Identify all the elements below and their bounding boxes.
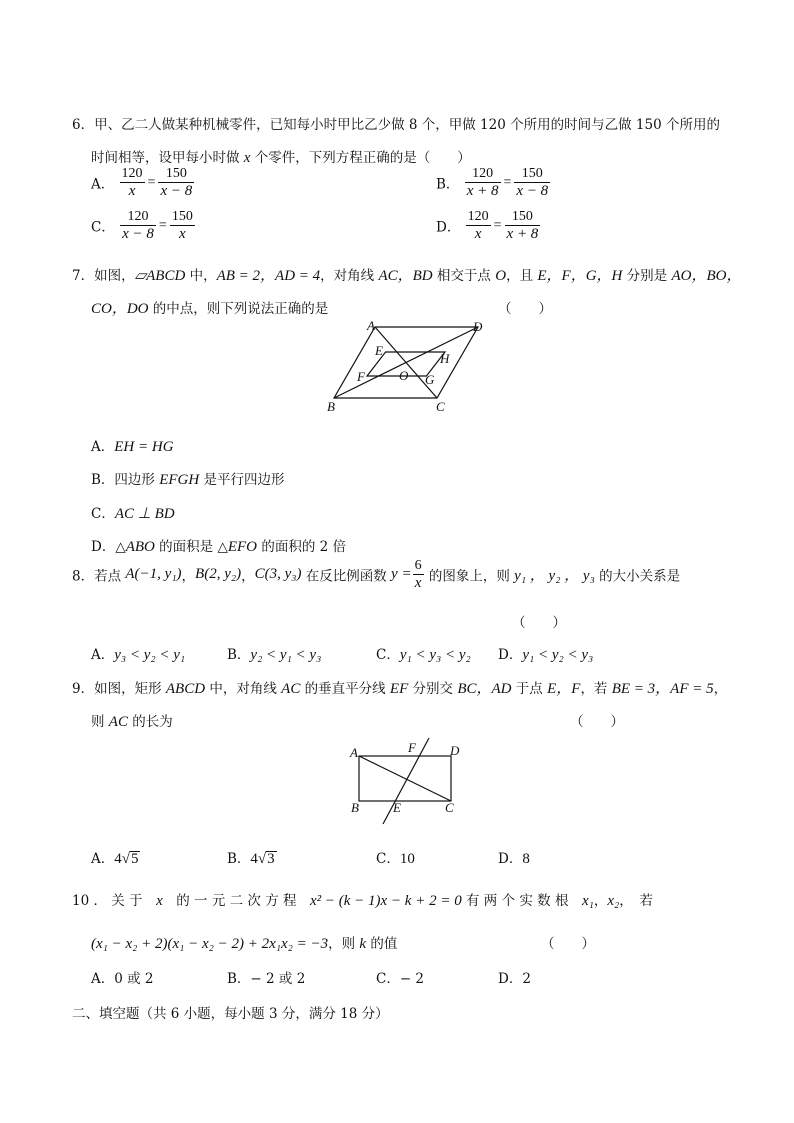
q10-option-d: D．2 <box>498 971 531 987</box>
fraction: $\frac{150}{x}$ <box>171 209 193 242</box>
label-c: C <box>445 800 454 815</box>
q7-option-c: C．AC ⊥ BD <box>91 506 175 522</box>
bisector-ef <box>383 738 429 824</box>
q9-rectangle-figure <box>345 738 465 828</box>
q9-answer-paren: （ ） <box>570 714 624 730</box>
q6-option-d: D． $\frac{120}{x}$ = $\frac{150}{x + 8}$ <box>436 209 539 242</box>
q6-option-b: B． $\frac{120}{x + 8}$ = $\frac{150}{x - 8}$ <box>436 166 549 199</box>
fraction: $\frac{150}{x - 8}$ <box>516 166 549 199</box>
label-o: O <box>399 368 409 383</box>
q6-line2: 时间相等，设甲每小时做 x 个零件，下列方程正确的是（ ） <box>91 150 471 166</box>
q10-answer-paren: （ ） <box>541 936 595 952</box>
q8-option-b: B．y₂ < y₁ < y₃ <box>227 647 322 663</box>
label-f: F <box>408 740 416 755</box>
q6-option-a: A． $\frac{120}{x}$ = $\frac{150}{x - 8}$ <box>91 166 193 199</box>
label-c: C <box>436 399 445 414</box>
label-g: G <box>425 372 435 387</box>
label-f: F <box>357 369 365 384</box>
q10-option-c: C．− 2 <box>376 971 425 987</box>
q6-line1: 6．甲、乙二人做某种机械零件，已知每小时甲比乙少做 8 个，甲做 120 个所用的时间与乙做 150 个所用的 <box>72 117 720 133</box>
q7-line1: 7．如图，▱ABCD 中，AB = 2，AD = 4，对角线 AC，BD 相交于点 O，且 E，F，G，H 分别是 AO，BO， <box>72 268 742 284</box>
q7-line2: CO，DO 的中点，则下列说法正确的是 <box>91 301 329 317</box>
q7-option-b: B．四边形 EFGH 是平行四边形 <box>91 472 285 488</box>
q8-option-d: D．y₁ < y₂ < y₃ <box>498 647 594 663</box>
q9-option-b: B．4√3 <box>227 851 275 867</box>
label-d: D <box>450 743 460 758</box>
label-b: B <box>351 800 359 815</box>
fraction: $\frac{150}{x - 8}$ <box>160 166 193 199</box>
q7-answer-paren: （ ） <box>498 301 552 317</box>
q9-line2: 则 AC 的长为 <box>91 714 173 730</box>
diagonal-bd <box>334 327 478 398</box>
fraction: $\frac{6}{x}$ <box>414 558 422 591</box>
label-d: D <box>473 319 483 334</box>
q8-option-c: C．y₁ < y₃ < y₂ <box>376 647 471 663</box>
q10-option-a: A．0 或 2 <box>91 971 154 987</box>
q9-option-d: D．8 <box>498 851 530 867</box>
q9-option-a: A．4√5 <box>91 851 139 867</box>
label-a: A <box>367 318 375 333</box>
q7-parallelogram-figure <box>320 318 483 418</box>
fraction: $\frac{120}{x - 8}$ <box>122 209 154 242</box>
section-heading: 二、填空题（共 6 小题，每小题 3 分，满分 18 分） <box>72 1006 389 1022</box>
q9-line1: 9．如图，矩形 ABCD 中，对角线 AC 的垂直平分线 EF 分别交 BC，AD 于点 E，F，若 BE = 3，AF = 5， <box>72 681 728 697</box>
q8-answer-paren: （ ） <box>512 615 566 631</box>
q10-line2: (x₁ − x₂ + 2)(x₁ − x₂ − 2) + 2x₁x₂ = −3，则 k 的值 <box>91 936 398 952</box>
label-e: E <box>393 800 401 815</box>
q6-option-c: C． $\frac{120}{x - 8}$ = $\frac{150}{x}$ <box>91 209 193 242</box>
fraction: $\frac{120}{x}$ <box>467 209 489 242</box>
fraction: $\frac{120}{x}$ <box>121 166 143 199</box>
q10-line1: 10 ． 关 于 x 的 一 元 二 次 方 程 x² − (k − 1)x − k + 2 = 0 有 两 个 实 数 根 x₁，x₂， 若 <box>72 893 653 909</box>
q7-option-a: A．EH = HG <box>91 439 174 455</box>
fraction: $\frac{150}{x + 8}$ <box>506 209 539 242</box>
label-e: E <box>375 343 383 358</box>
q7-option-d: D．△ABO 的面积是 △EFO 的面积的 2 倍 <box>91 539 346 555</box>
label-a: A <box>350 745 358 760</box>
label-h: H <box>440 351 450 366</box>
label-b: B <box>327 399 335 414</box>
q8-option-a: A．y₃ < y₂ < y₁ <box>91 647 186 663</box>
fraction: $\frac{120}{x + 8}$ <box>466 166 499 199</box>
diagonal-ac <box>359 756 451 801</box>
q10-option-b: B．− 2 或 2 <box>227 971 306 987</box>
q9-option-c: C．10 <box>376 851 415 867</box>
q8-line1: 8．若点 A(−1, y₁)，B(2, y₂)，C(3, y₃) 在反比例函数 y = $\frac{6}{x}$ 的图象上，则 y₁ ， y₂ ， y₃ 的大小关系是 <box>72 558 681 591</box>
